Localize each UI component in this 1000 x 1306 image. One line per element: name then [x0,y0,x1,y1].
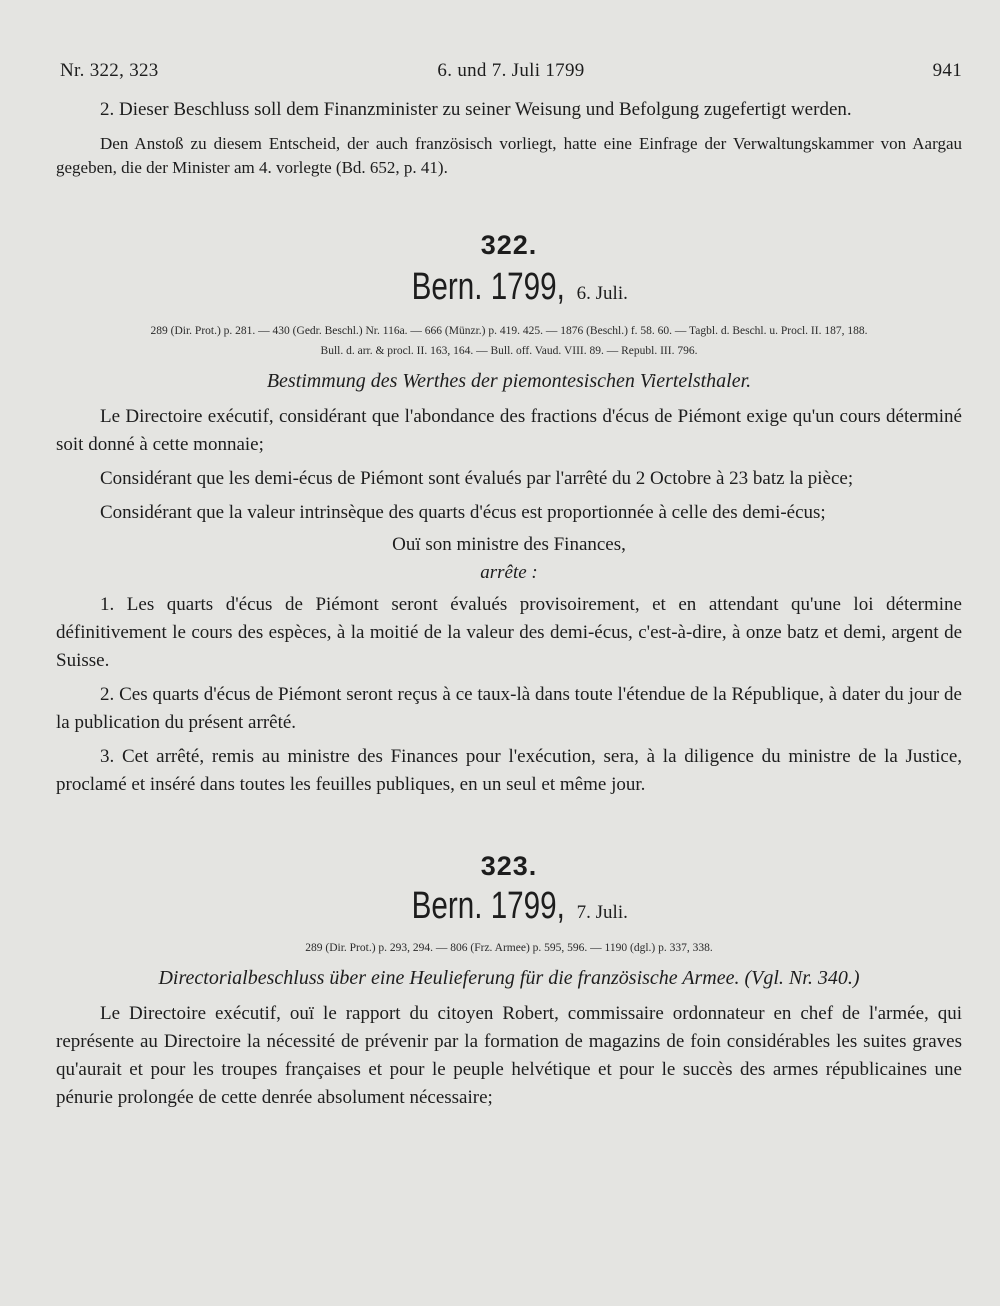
doc-322-article-2: 2. Ces quarts d'écus de Piémont seront reçus à ce taux-là dans toute l'étendue de la République, à dater du jour de la publication du présent arrêté. [56,684,962,733]
header-date: 6. und 7. Juli 1799 [437,60,585,81]
doc-322-oui: Ouï son ministre des Finances, [392,534,626,555]
doc-322-references [56,321,962,361]
doc-323-place-year: Bern. 1799, [411,885,566,927]
doc-322-dateline [56,265,962,317]
intro-paragraph: 2. Dieser Beschluss soll dem Finanzminister zu seiner Weisung und Befolgung zugefertigt werden. [100,99,852,120]
doc-323-number: 323. [480,851,538,881]
doc-322-references-line-1: 289 (Dir. Prot.) p. 281. — 430 (Gedr. Beschl.) Nr. 116a. — 666 (Münzr.) p. 419. 425. — 1876 (Beschl.) f. 58. 60. — Tagbl. d. Beschl. u. Procl. II. 187, 188. [150,325,868,337]
doc-322-number: 322. [480,230,538,260]
header-doc-numbers: Nr. 322, 323 [60,60,159,81]
page-number: 941 [932,60,962,81]
doc-322-day: 6. Juli. [576,283,628,304]
doc-323-day: 7. Juli. [576,902,628,923]
running-header [60,60,962,86]
doc-322-paragraph-2: Considérant que les demi-écus de Piémont sont évalués par l'arrêté du 2 Octobre à 23 batz la pièce; [100,468,854,489]
doc-323-title: Directorialbeschluss über eine Heulieferung für die französische Armee. (Vgl. Nr. 340.) [158,967,860,989]
intro-note: Den Anstoß zu diesem Entscheid, der auch französisch vorliegt, hatte eine Einfrage der Verwaltungskammer von Aargau gegeben, die der Minister am 4. vorlegte (Bd. 652, p. 41). [56,134,962,177]
doc-322-references-line-2: Bull. d. arr. & procl. II. 163, 164. — Bull. off. Vaud. VIII. 89. — Republ. III. 796. [320,345,698,357]
doc-322-paragraph-3: Considérant que la valeur intrinsèque des quarts d'écus est proportionnée à celle des demi-écus; [100,502,826,523]
doc-322-article-3: 3. Cet arrêté, remis au ministre des Finances pour l'exécution, sera, à la diligence du ministre de la Justice, proclamé et inséré dans toutes les feuilles publiques, en un seul et même jour. [56,746,962,795]
doc-322-title: Bestimmung des Werthes der piemontesischen Viertelsthaler. [266,370,752,392]
doc-323-dateline [56,884,962,936]
doc-322-arrete: arrête : [480,562,538,583]
doc-322-place-year: Bern. 1799, [411,266,566,308]
doc-323-references: 289 (Dir. Prot.) p. 293, 294. — 806 (Frz. Armee) p. 595, 596. — 1190 (dgl.) p. 337, 338. [305,942,713,954]
doc-323-paragraph-1: Le Directoire exécutif, ouï le rapport du citoyen Robert, commissaire ordonnateur en chef de l'armée, qui représente au Directoire la nécessité de prévenir par la formation de magazins de foin considérables les suites graves qu'aurait et pour les troupes françaises et pour le peuple helvétique et pour le succès des armes républicaines une pénurie prolongée de cette denrée absolument nécessaire; [56,1003,962,1108]
page-body [56,96,962,1112]
doc-322-paragraph-1: Le Directoire exécutif, considérant que l'abondance des fractions d'écus de Piémont exige qu'un cours déterminé soit donné à cette monnaie; [56,406,962,455]
doc-322-article-1: 1. Les quarts d'écus de Piémont seront évalués provisoirement, et en attendant qu'une loi détermine définitivement le cours des espèces, à la moitié de la valeur des demi-écus, c'est-à-dire, à onze batz et demi, argent de Suisse. [56,594,962,671]
